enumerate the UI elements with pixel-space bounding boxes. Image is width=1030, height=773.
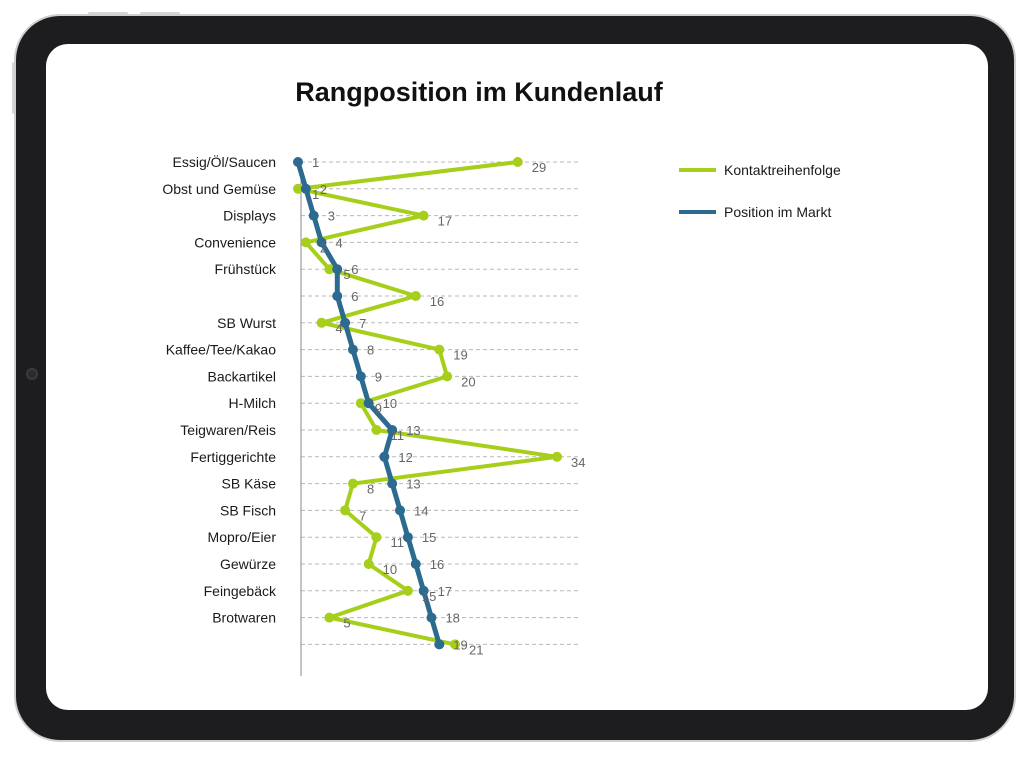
value-label: 7 (359, 315, 367, 331)
category-label: H-Milch (228, 395, 276, 412)
data-point (379, 452, 389, 462)
data-point (364, 398, 374, 408)
data-point (348, 479, 358, 489)
chart-title: Rangposition im Kundenlauf (295, 77, 663, 107)
value-label: 16 (429, 557, 445, 572)
tablet-frame (16, 16, 1014, 740)
category-label: SB Wurst (217, 314, 276, 331)
category-label: Essig/Öl/Saucen (172, 154, 276, 170)
value-label: 17 (437, 213, 453, 229)
category-label: Teigwaren/Reis (180, 422, 276, 438)
value-label: 12 (398, 449, 413, 465)
rank-position-chart (46, 44, 988, 710)
value-label: 7 (359, 508, 367, 524)
value-label: 2 (319, 240, 328, 256)
value-label: 18 (445, 610, 460, 626)
value-label: 11 (390, 535, 404, 551)
data-point (411, 291, 421, 301)
category-label: Displays (223, 207, 276, 224)
data-point (387, 479, 397, 489)
data-point (426, 613, 436, 623)
data-point (442, 371, 452, 381)
category-label: Brotwaren (212, 609, 276, 626)
value-label: 13 (406, 423, 421, 438)
data-point (301, 237, 311, 247)
value-label: 17 (437, 583, 453, 599)
tablet-screen (46, 44, 988, 710)
data-point (332, 264, 342, 274)
data-point (372, 425, 382, 435)
data-point (403, 586, 413, 596)
value-label: 29 (531, 160, 547, 175)
value-label: 3 (327, 208, 335, 224)
value-label: 15 (421, 530, 437, 546)
value-label: 19 (453, 347, 468, 363)
data-point (301, 184, 311, 194)
data-point (403, 532, 413, 542)
data-point (434, 345, 444, 355)
value-label: 9 (374, 369, 383, 385)
category-label: Obst und Gemüse (162, 180, 276, 197)
value-label: 16 (429, 294, 445, 309)
category-label: Convenience (194, 234, 276, 251)
data-point (356, 371, 366, 381)
data-point (419, 211, 429, 221)
value-label: 5 (343, 615, 351, 631)
data-point (293, 157, 303, 167)
data-point (340, 505, 350, 515)
camera-icon (26, 368, 38, 380)
value-label: 10 (382, 396, 398, 412)
data-point (434, 639, 444, 649)
value-label: 4 (335, 235, 343, 251)
legend (679, 162, 841, 220)
data-point (364, 559, 374, 569)
value-label: 19 (453, 637, 468, 653)
data-point (317, 318, 327, 328)
data-point (395, 505, 405, 515)
data-point (348, 345, 358, 355)
category-label: SB Fisch (219, 502, 276, 519)
category-labels (162, 153, 277, 626)
category-label: Feingebäck (203, 582, 276, 599)
data-point (324, 613, 334, 623)
data-point (372, 532, 382, 542)
value-label: 20 (461, 374, 476, 390)
value-label: 6 (351, 289, 359, 304)
value-label: 10 (382, 562, 398, 577)
category-label: Frühstück (214, 261, 276, 278)
value-label: 1 (312, 155, 320, 170)
category-label: Fertiggerichte (190, 448, 276, 465)
value-label: 15 (421, 588, 437, 604)
data-point (309, 211, 319, 221)
value-label: 34 (571, 454, 586, 470)
category-label: Backartikel (207, 368, 276, 385)
value-label: 11 (390, 428, 404, 443)
value-label: 4 (335, 320, 343, 336)
value-label: 2 (319, 181, 328, 197)
value-label: 14 (414, 503, 429, 519)
value-label: 21 (469, 642, 484, 658)
value-label: 9 (374, 401, 383, 417)
value-label: 13 (406, 476, 421, 492)
value-label: 8 (366, 342, 375, 358)
category-label: SB Käse (221, 475, 276, 492)
value-label: 6 (351, 262, 359, 278)
data-point (332, 291, 342, 301)
data-point (552, 452, 562, 462)
value-label: 8 (366, 481, 375, 497)
legend-label: Position im Markt (724, 204, 832, 220)
category-label: Kaffee/Tee/Kakao (165, 341, 276, 358)
category-label: Gewürze (219, 556, 276, 572)
data-point (513, 157, 523, 167)
legend-label: Kontaktreihenfolge (724, 162, 841, 178)
value-label: 5 (343, 267, 351, 283)
value-label: 1 (312, 186, 320, 202)
data-point (411, 559, 421, 569)
category-label: Mopro/Eier (207, 529, 276, 546)
